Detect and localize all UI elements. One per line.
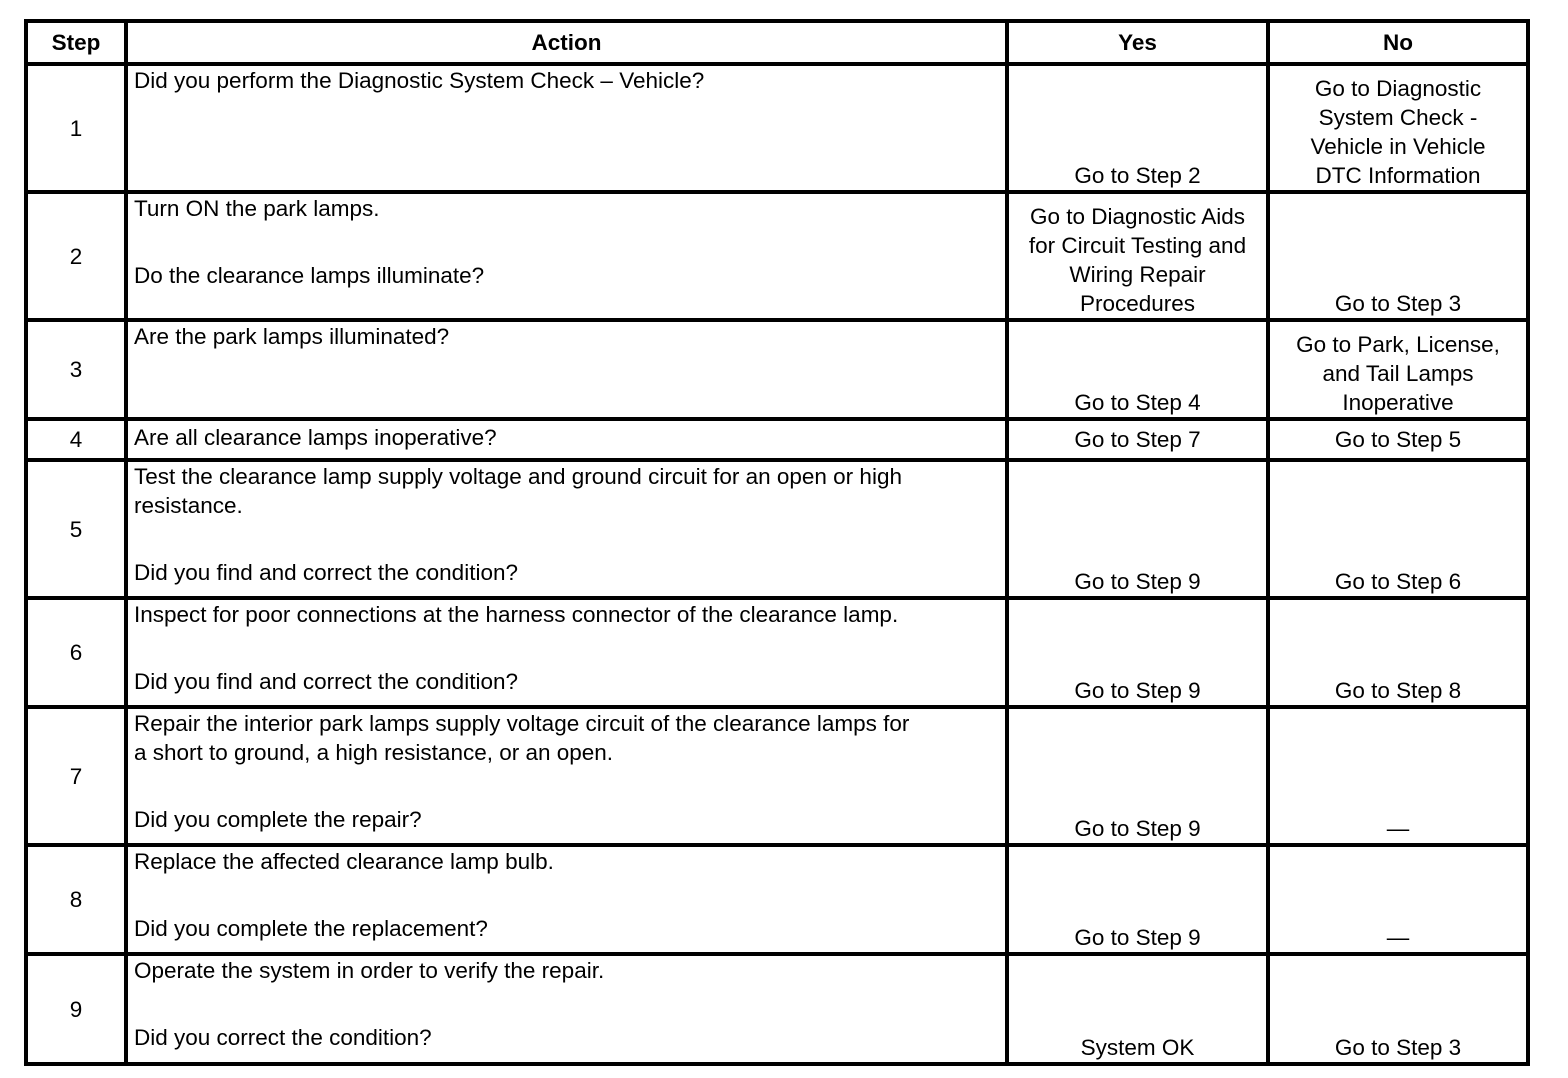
step-number: 2 (26, 192, 126, 320)
table-row (26, 192, 1528, 320)
yes-cell: Go to Step 2 (1007, 64, 1268, 192)
yes-text: for Circuit Testing and (1028, 233, 1247, 258)
table-row (26, 64, 1528, 192)
no-text: Go to Park, License, (1296, 332, 1500, 357)
step-number: 1 (26, 64, 126, 192)
action-cell (126, 192, 1007, 320)
no-cell (1268, 64, 1528, 192)
no-cell: — (1268, 845, 1528, 954)
action-text: Turn ON the park lamps. (134, 196, 380, 221)
action-cell (126, 707, 1007, 845)
header-yes: Yes (1007, 21, 1268, 64)
action-text: Repair the interior park lamps supply voltage circuit of the clearance lamps for (134, 711, 910, 736)
table-row (26, 845, 1528, 954)
table-row (26, 598, 1528, 707)
table-row (26, 460, 1528, 598)
step-number: 6 (26, 598, 126, 707)
no-cell: Go to Step 6 (1268, 460, 1528, 598)
action-question: Did you find and correct the condition? (134, 669, 518, 694)
action-text: Did you perform the Diagnostic System Check – Vehicle? (134, 68, 705, 93)
header-no: No (1268, 21, 1528, 64)
table-row (26, 707, 1528, 845)
yes-cell (1007, 192, 1268, 320)
table-row (26, 320, 1528, 419)
action-question: Did you find and correct the condition? (134, 560, 518, 585)
no-cell: Go to Step 3 (1268, 192, 1528, 320)
action-text: Are all clearance lamps inoperative? (134, 425, 497, 450)
yes-text: Procedures (1079, 291, 1196, 316)
yes-text: Go to Diagnostic Aids (1029, 204, 1246, 229)
yes-text: Wiring Repair (1069, 262, 1206, 287)
diagnostic-table (24, 19, 1530, 1066)
header-action: Action (126, 21, 1007, 64)
yes-cell: System OK (1007, 954, 1268, 1064)
yes-cell: Go to Step 9 (1007, 598, 1268, 707)
action-text: Operate the system in order to verify the repair. (134, 958, 605, 983)
table-header-row (26, 21, 1528, 64)
yes-cell: Go to Step 9 (1007, 707, 1268, 845)
action-text: Inspect for poor connections at the harness connector of the clearance lamp. (134, 602, 899, 627)
no-text: Go to Diagnostic (1314, 76, 1482, 101)
action-text: resistance. (134, 493, 243, 518)
no-text: Vehicle in Vehicle (1310, 134, 1486, 159)
action-cell (126, 320, 1007, 419)
action-question: Did you complete the replacement? (134, 916, 488, 941)
action-text: Test the clearance lamp supply voltage and ground circuit for an open or high (134, 464, 902, 489)
yes-cell: Go to Step 4 (1007, 320, 1268, 419)
yes-cell: Go to Step 7 (1007, 419, 1268, 460)
no-cell: Go to Step 8 (1268, 598, 1528, 707)
no-cell: Go to Step 5 (1268, 419, 1528, 460)
step-number: 4 (26, 419, 126, 460)
step-number: 7 (26, 707, 126, 845)
step-number: 8 (26, 845, 126, 954)
action-cell (126, 419, 1007, 460)
action-cell (126, 598, 1007, 707)
step-number: 9 (26, 954, 126, 1064)
header-step: Step (26, 21, 126, 64)
table-row (26, 419, 1528, 460)
action-cell (126, 845, 1007, 954)
yes-cell: Go to Step 9 (1007, 460, 1268, 598)
step-number: 3 (26, 320, 126, 419)
action-cell (126, 954, 1007, 1064)
action-text: Are the park lamps illuminated? (134, 324, 450, 349)
action-cell (126, 64, 1007, 192)
table-row (26, 954, 1528, 1064)
action-question: Did you correct the condition? (134, 1025, 432, 1050)
action-text: a short to ground, a high resistance, or an open. (134, 740, 614, 765)
action-question: Do the clearance lamps illuminate? (134, 263, 485, 288)
no-text: Inoperative (1342, 390, 1454, 415)
action-question: Did you complete the repair? (134, 807, 422, 832)
step-number: 5 (26, 460, 126, 598)
no-text: System Check - (1318, 105, 1478, 130)
action-text: Replace the affected clearance lamp bulb. (134, 849, 554, 874)
no-cell (1268, 320, 1528, 419)
no-text: DTC Information (1315, 163, 1481, 188)
no-cell: Go to Step 3 (1268, 954, 1528, 1064)
no-text: and Tail Lamps (1322, 361, 1474, 386)
no-cell: — (1268, 707, 1528, 845)
action-cell (126, 460, 1007, 598)
yes-cell: Go to Step 9 (1007, 845, 1268, 954)
